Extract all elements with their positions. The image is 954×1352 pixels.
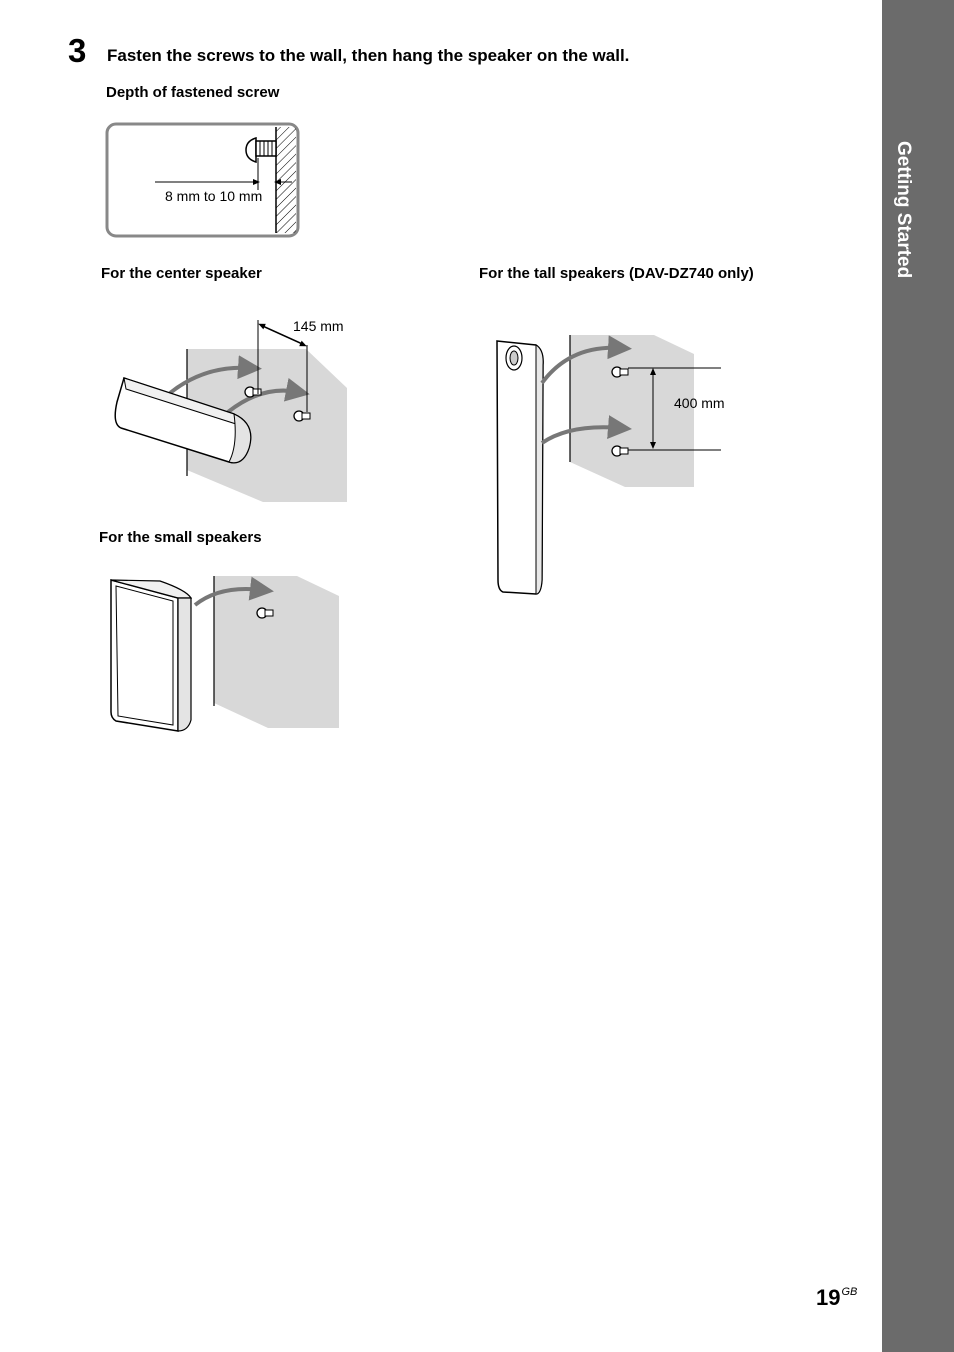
small-speakers-caption: For the small speakers xyxy=(99,529,262,546)
screw-icon xyxy=(245,387,261,397)
screw-depth-caption: Depth of fastened screw xyxy=(106,84,280,101)
small-speaker-illustration xyxy=(111,580,191,731)
screw-icon xyxy=(294,411,310,421)
tall-speaker-dimension: 400 mm xyxy=(674,395,725,411)
center-speaker-caption: For the center speaker xyxy=(101,265,262,282)
screw-depth-diagram xyxy=(107,124,298,236)
center-speaker-dimension: 145 mm xyxy=(293,318,344,334)
tall-speaker-diagram xyxy=(497,335,725,594)
screw-icon xyxy=(257,608,273,618)
small-speaker-diagram xyxy=(111,576,339,731)
tweeter-icon xyxy=(506,346,522,370)
step-number: 3 xyxy=(68,32,86,69)
center-speaker-diagram xyxy=(115,318,347,502)
step-instruction: Fasten the screws to the wall, then hang the speaker on the wall. xyxy=(107,46,630,65)
screw-icon xyxy=(612,367,628,377)
tall-speakers-caption: For the tall speakers (DAV-DZ740 only) xyxy=(479,265,754,282)
screw-icon xyxy=(612,446,628,456)
section-tab-label: Getting Started xyxy=(893,141,914,279)
tall-speaker-illustration xyxy=(497,341,543,594)
screw-depth-label: 8 mm to 10 mm xyxy=(165,188,263,204)
page-number: $19^{GB}$ xyxy=(816,1285,858,1310)
